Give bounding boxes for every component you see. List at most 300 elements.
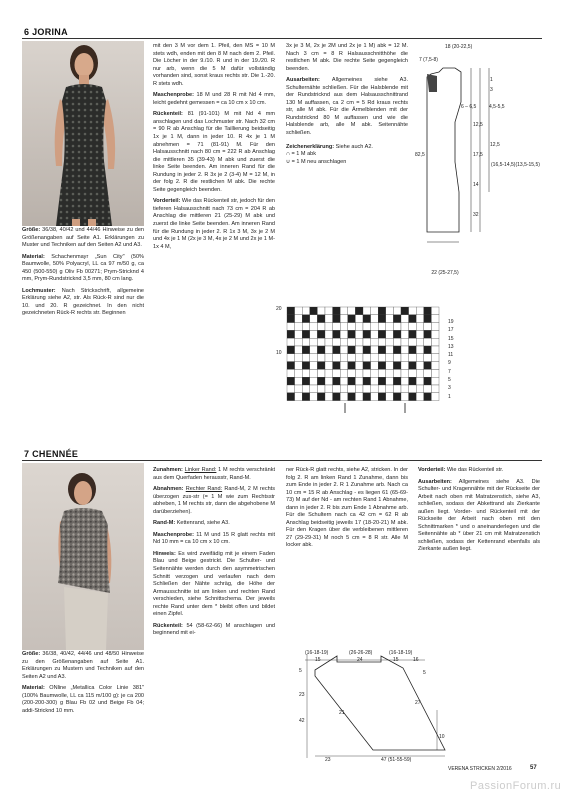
chart-cell xyxy=(416,354,424,362)
row-11: 11 xyxy=(448,352,454,359)
chennee-col1 xyxy=(22,651,144,719)
chart-cell xyxy=(431,323,439,331)
groesse-label: Größe: xyxy=(22,227,41,233)
chart-cell xyxy=(325,385,333,393)
chart-cell xyxy=(371,354,379,362)
chart-cell xyxy=(431,315,439,323)
chart-cell xyxy=(310,362,318,370)
chart-cell xyxy=(348,307,356,315)
chart-cell xyxy=(302,369,310,377)
chart-cell xyxy=(386,369,394,377)
dim-12-5-a: 12,5 xyxy=(473,122,483,128)
chart-cell xyxy=(371,377,379,385)
chart-cell xyxy=(431,307,439,315)
chart-cell xyxy=(302,315,310,323)
section-title-jorina: 6 JORINA xyxy=(24,27,68,37)
chart-cell xyxy=(431,385,439,393)
chart-cell xyxy=(416,346,424,354)
chart-cell xyxy=(325,307,333,315)
row-15: 15 xyxy=(448,335,454,342)
dim-armhole: 6 – 6,5 xyxy=(461,104,477,110)
chart-cell xyxy=(333,307,341,315)
chart-cell xyxy=(393,385,401,393)
dim-shoulder: 7 (7,5-8) xyxy=(419,57,438,63)
chart-cell xyxy=(355,330,363,338)
chart-cell xyxy=(340,377,348,385)
chart-cell xyxy=(386,377,394,385)
chart-cell xyxy=(302,338,310,346)
material-label-7: Material: xyxy=(22,685,45,692)
photo-jorina xyxy=(22,41,144,226)
jorina-col1 xyxy=(22,227,144,322)
dim-bottom-47: 47 (51-55-59) xyxy=(381,757,412,763)
legend-abk: ∩ = 1 M abk xyxy=(286,151,317,158)
chart-cell xyxy=(302,362,310,370)
lochmuster-text: Nach Strickschrift, allgemeine Erklärung siehe A2, str. Als Rück-R sind nur die 10. und 20. R gezeichnet. In den nicht gezeichneten Rück-R rechts str. Beginnen xyxy=(22,287,144,317)
dim-top-size-3: (16-18-19) xyxy=(389,650,413,656)
chart-cell xyxy=(295,354,303,362)
chart-cell xyxy=(401,369,409,377)
chart-cell xyxy=(310,338,318,346)
chart-cell xyxy=(386,346,394,354)
chart-cell xyxy=(371,315,379,323)
chart-cell xyxy=(409,385,417,393)
chart-cell xyxy=(409,362,417,370)
chart-cell xyxy=(386,307,394,315)
chart-cell xyxy=(386,362,394,370)
hinweis-text: Es wird zweifädig mit je einem Faden Blau und Beige gestrickt. Die Schulter- und Seitennähte werden durch den asymmetrischen Schnitt verzogen und verlaufen nach dem Schließen der Nähte schräg, die Höhe der Armausschnitte ist am linken und rechten Rand verschieden, siehe Schnittschema. Der jeweils rechte Rand unter dem * bleibt offen und bildet einen Zipfel. xyxy=(153,550,275,618)
chart-cell xyxy=(340,338,348,346)
chart-cell xyxy=(295,377,303,385)
chart-cell xyxy=(317,377,325,385)
chart-cell xyxy=(333,393,341,401)
chart-cell xyxy=(393,377,401,385)
rueckenteil-text: 81 (91-101) M mit Nd 4 mm anschlagen und das Lochmuster str. Nach 32 cm = 90 R ab Anschlag für die Taillierung beidseitig 1x je 1 M, dann in jeder 10. R 4x je 1 M abnehmen = 71 (81-91) M. Für den Halsausschnitt nach 80 cm = 222 R ab Anschlag die mittleren 35 (39-43) M abk und zuerst die linke Seite beenden. Am inneren Rand für die Rundung in jeder 2. R 3x je 2 (3-4) M = 12 M, in der folg 2. R die restlichen M abk. Die rechte Seite gegengleich beenden. xyxy=(153,111,275,193)
chart-cell xyxy=(302,346,310,354)
chart-cell xyxy=(340,307,348,315)
vorderteil-continued: 3x je 3 M, 2x je 2M und 2x je 1 M) abk = 12 M. Nach 3 cm = 8 R Halsausschnitthöhe die restlichen M abk. Die rechte Seite gegengleich beenden. xyxy=(286,43,408,72)
row-1: 1 xyxy=(448,393,451,400)
chart-cell xyxy=(295,369,303,377)
chart-cell xyxy=(325,346,333,354)
chart-cell xyxy=(333,323,341,331)
chart-cell xyxy=(393,338,401,346)
chart-cell xyxy=(355,369,363,377)
chart-cell xyxy=(333,346,341,354)
chart-cell xyxy=(348,385,356,393)
chart-cell xyxy=(393,307,401,315)
chart-cell xyxy=(340,354,348,362)
chart-cell xyxy=(302,330,310,338)
chart-cell xyxy=(310,346,318,354)
chart-cell xyxy=(317,315,325,323)
chart-cell xyxy=(287,338,295,346)
chart-row-20: 20 xyxy=(276,306,282,312)
chart-cell xyxy=(295,330,303,338)
chart-cell xyxy=(416,315,424,323)
chart-cell xyxy=(371,362,379,370)
chart-cell xyxy=(378,369,386,377)
chart-cell xyxy=(378,307,386,315)
chart-cell xyxy=(401,323,409,331)
chart-cell xyxy=(310,385,318,393)
chart-cell xyxy=(416,338,424,346)
row-13: 13 xyxy=(448,343,454,350)
chart-cell xyxy=(355,346,363,354)
chart-cell xyxy=(393,393,401,401)
rueckenteil-label: Rückenteil: xyxy=(153,111,183,118)
chart-cell xyxy=(393,323,401,331)
chart-cell xyxy=(340,369,348,377)
section-title-chennee: 7 CHENNÉE xyxy=(24,449,79,459)
chart-cell xyxy=(287,307,295,315)
dim-top-15b: 15 xyxy=(393,657,399,663)
chart-cell xyxy=(386,323,394,331)
chart-cell xyxy=(295,307,303,315)
chart-cell xyxy=(333,330,341,338)
chart-cell xyxy=(401,338,409,346)
chennee-col2 xyxy=(153,467,275,642)
ausarbeiten-text: Allgemeines siehe A3. Schulternähte schließen. Für die Halsblende mit der Rundstricknd aus dem Halsausschnittrand 130 M auffassen, ca 2 cm = 5 Rd kraus rechts str, alle M abk. Für die Ärmelblenden mit der Rundstricknd 80 M auffassen und wie die Halsblende arb, alle M abk. Seitennähte schließen. xyxy=(286,77,408,137)
chart-cell xyxy=(317,354,325,362)
chart-cell xyxy=(317,393,325,401)
ausarbeiten-label: Ausarbeiten: xyxy=(286,77,320,84)
chart-cell xyxy=(348,354,356,362)
lochmuster-continued: mit den 3 M vor dem 1. Pfeil, den MS = 10 M stets wdh, enden mit den 8 M nach dem 2. Pfeil. Die Löcher in der 9./10. R und in der 19./20. R nur arb, wenn die 5 M dafür vollständig vorhanden sind, sonst kraus rechts str. Die 1.-20. R stets wdh. xyxy=(153,43,275,87)
chart-cell xyxy=(310,323,318,331)
chart-cell xyxy=(378,393,386,401)
dim-1: 1 xyxy=(490,77,493,83)
chart-cell xyxy=(355,362,363,370)
chart-cell xyxy=(424,393,432,401)
chart-cell xyxy=(378,354,386,362)
footer-page-number: 57 xyxy=(530,765,537,771)
chart-cell xyxy=(401,330,409,338)
chart-cell xyxy=(424,362,432,370)
chart-cell xyxy=(409,307,417,315)
chart-cell xyxy=(386,354,394,362)
vorderteil-text-7: Wie das Rückenteil str. xyxy=(445,467,504,473)
chennee-col3 xyxy=(286,467,408,554)
chart-cell xyxy=(325,338,333,346)
chart-cell xyxy=(340,315,348,323)
dim-bottom-23: 23 xyxy=(325,757,331,763)
knitting-chart xyxy=(285,305,445,415)
chart-cell xyxy=(310,377,318,385)
dim-17-5: 17,5 xyxy=(473,152,483,158)
chart-cell xyxy=(348,369,356,377)
chart-cell xyxy=(431,362,439,370)
dim-top-size-2: (26-26-28) xyxy=(349,650,373,656)
dim-side-27: 27 xyxy=(415,700,421,706)
schematic-jorina xyxy=(415,42,545,282)
chart-cell xyxy=(287,323,295,331)
chart-cell xyxy=(310,354,318,362)
chart-cell xyxy=(287,369,295,377)
chart-cell xyxy=(325,354,333,362)
chart-cell xyxy=(348,315,356,323)
chart-cell xyxy=(363,362,371,370)
dim-top-15a: 15 xyxy=(315,657,321,663)
maschenprobe-text: 18 M und 28 R mit Nd 4 mm, leicht gedehnt gemessen = ca 10 cm x 10 cm. xyxy=(153,92,275,106)
chart-cell xyxy=(409,346,417,354)
section-rule-2 xyxy=(22,460,542,461)
chart-cell xyxy=(348,393,356,401)
abnahmen-text: Rand-M, 2 M rechts überzogen zus-str (= 1 M wie zum Rechtsstr abheben, 1 M rechts str, dann die abgehobene M darüberziehen). xyxy=(153,486,275,515)
chart-cell xyxy=(302,393,310,401)
chart-cell xyxy=(348,377,356,385)
chart-cell xyxy=(424,369,432,377)
chart-cell xyxy=(363,369,371,377)
chart-cell xyxy=(378,362,386,370)
chart-cell xyxy=(295,346,303,354)
vorderteil-label-7: Vorderteil: xyxy=(418,467,446,473)
chart-cell xyxy=(409,354,417,362)
zunahmen-side: Linker Rand: xyxy=(184,467,217,473)
chart-cell xyxy=(378,346,386,354)
chart-cell xyxy=(424,307,432,315)
chart-cell xyxy=(287,354,295,362)
chart-cell xyxy=(386,385,394,393)
row-3: 3 xyxy=(448,385,451,392)
chart-cell xyxy=(416,377,424,385)
chart-cell xyxy=(287,330,295,338)
chart-cell xyxy=(317,323,325,331)
chart-cell xyxy=(333,385,341,393)
footer-magazine: VERENA STRICKEN 2/2016 xyxy=(448,766,512,772)
dim-sizes: (16,5-14,5)(13,5-15,5) xyxy=(491,162,540,168)
row-17: 17 xyxy=(448,327,454,334)
chart-cell xyxy=(295,338,303,346)
chart-cell xyxy=(431,377,439,385)
chart-cell xyxy=(355,323,363,331)
material-label: Material: xyxy=(22,253,45,260)
dim-82-5: 82,5 xyxy=(415,152,425,158)
chart-cell xyxy=(317,338,325,346)
dim-top-24: 24 xyxy=(357,657,363,663)
chart-cell xyxy=(363,338,371,346)
chart-cell xyxy=(401,362,409,370)
dim-side-5b: 5 xyxy=(423,670,426,676)
chart-cell xyxy=(393,346,401,354)
row-5: 5 xyxy=(448,377,451,384)
knitting-chart-grid xyxy=(285,305,445,415)
chart-cell xyxy=(371,393,379,401)
chart-cell xyxy=(355,385,363,393)
chart-cell xyxy=(295,385,303,393)
chart-cell xyxy=(348,362,356,370)
chart-cell xyxy=(401,346,409,354)
chart-cell xyxy=(386,338,394,346)
chart-cell xyxy=(409,393,417,401)
chart-cell xyxy=(310,393,318,401)
chart-cell xyxy=(363,315,371,323)
chart-cell xyxy=(363,385,371,393)
chart-cell xyxy=(416,323,424,331)
chart-cell xyxy=(371,323,379,331)
chart-cell xyxy=(378,323,386,331)
zunahmen-text: 1 M rechts verschränkt aus dem Querfaden herausstr, Rand-M. xyxy=(153,467,276,481)
chart-cell xyxy=(340,393,348,401)
dim-12-5-b: 12,5 xyxy=(490,142,500,148)
jorina-col3 xyxy=(286,43,408,170)
chart-cell xyxy=(340,362,348,370)
chart-cell xyxy=(409,323,417,331)
chart-cell xyxy=(431,338,439,346)
chart-cell xyxy=(416,369,424,377)
chart-cell xyxy=(431,369,439,377)
dim-side-10: 10 xyxy=(439,734,445,740)
dim-side-21: 21 xyxy=(339,710,345,716)
groesse-text-7: 36/38, 40/42, 44/46 und 48/50 Hinweise zu den Größenangaben auf Seite A1. Erklärungen zu Mustern und Techniken auf den Seiten A2 und A3. xyxy=(22,651,144,680)
chart-cell xyxy=(310,307,318,315)
chart-cell xyxy=(371,307,379,315)
chart-cell xyxy=(333,377,341,385)
chart-cell xyxy=(409,338,417,346)
chart-row-10: 10 xyxy=(276,350,282,356)
chart-cell xyxy=(431,354,439,362)
chart-cell xyxy=(287,346,295,354)
chart-cell xyxy=(348,346,356,354)
chart-cell xyxy=(333,315,341,323)
chart-cell xyxy=(424,385,432,393)
chart-cell xyxy=(325,393,333,401)
chart-cell xyxy=(363,393,371,401)
dim-side-5a: 5 xyxy=(299,668,302,674)
chart-cell xyxy=(416,385,424,393)
chart-cell xyxy=(401,377,409,385)
jorina-col2 xyxy=(153,43,275,255)
legend-anschlagen: ∪ = 1 M neu anschlagen xyxy=(286,158,347,165)
dim-side-42: 42 xyxy=(299,718,305,724)
chart-cell xyxy=(371,346,379,354)
material-text: Schachenmayr „Sun City" (50% Baumwolle, 50% Polyacryl, LL ca 97 m/50 g, ca 450 (500-550) g Oliv Fb 00271; Prym-Stricknd 4 mm, Prym-Rundstricknd 3,5 mm, 80 cm lang. xyxy=(22,253,144,283)
chart-cell xyxy=(287,362,295,370)
chart-cell xyxy=(310,330,318,338)
chart-cell xyxy=(393,354,401,362)
row-19: 19 xyxy=(448,319,454,325)
chart-cell xyxy=(386,330,394,338)
watermark: PassionForum.ru xyxy=(470,780,562,792)
ausarbeiten-label-7: Ausarbeiten: xyxy=(418,478,452,485)
chart-cell xyxy=(416,362,424,370)
hinweis-label: Hinweis: xyxy=(153,550,176,557)
chart-cell xyxy=(424,338,432,346)
vorderteil-text: Wie das Rückenteil str, jedoch für den tieferen Halsausschnitt nach 73 cm = 204 R ab Anschlag die mittleren 21 (25-29) M abk und zuerst die linke Seite beenden. Am inneren Rand für die Rundung in jeder 2. R 1x 3 M, 3x je 2 M und 4x je 1 M (2x je 3 M, 4x je 2 M und 2x je 1 M-1x 4 M, xyxy=(153,198,275,250)
chart-cell xyxy=(325,369,333,377)
chart-cell xyxy=(386,393,394,401)
chart-cell xyxy=(355,393,363,401)
chart-cell xyxy=(416,393,424,401)
rueckenteil-label-7: Rückenteil: xyxy=(153,622,183,629)
chart-cell xyxy=(401,307,409,315)
chart-cell xyxy=(378,385,386,393)
vorderteil-label: Vorderteil: xyxy=(153,198,181,205)
chart-cell xyxy=(424,346,432,354)
section-rule xyxy=(22,38,542,39)
chart-cell xyxy=(409,377,417,385)
chart-cell xyxy=(302,377,310,385)
chart-cell xyxy=(340,323,348,331)
chart-cell xyxy=(333,362,341,370)
chart-cell xyxy=(424,354,432,362)
chart-cell xyxy=(371,330,379,338)
material-text-7: ONline „Metallica Color Linie 381" (100% Baumwolle, LL ca 115 m/100 g): je ca 200 (200-200-300) g Blau Fb 02 und Beige Fb 04; addi-Stricknd 10 mm. xyxy=(22,685,144,714)
chart-cell xyxy=(431,393,439,401)
chart-cell xyxy=(310,369,318,377)
groesse-text: 36/38, 40/42 und 44/46 Hinweise zu den Größenangaben auf Seite A1. Erklärungen zu Muster und Techniken auf den Seiten A2 und A3. xyxy=(22,227,144,249)
randm-text: Kettenrand, siehe A3. xyxy=(175,520,230,527)
chart-cell xyxy=(348,330,356,338)
chart-cell xyxy=(416,307,424,315)
chart-cell xyxy=(401,354,409,362)
chart-cell xyxy=(295,393,303,401)
chart-cell xyxy=(317,346,325,354)
chart-cell xyxy=(363,323,371,331)
chart-cell xyxy=(355,338,363,346)
zunahmen-label: Zunahmen: xyxy=(153,467,183,473)
chart-cell xyxy=(355,315,363,323)
chart-cell xyxy=(363,330,371,338)
zeichen-text: Siehe auch A2. xyxy=(334,143,373,150)
chart-cell xyxy=(340,346,348,354)
rueckenteil-continued-7: ner Rück-R glatt rechts, siehe A2, stricken. In der folg 2. R am linken Rand 1 Zunahme, dann bis zum Ende in jeder 2. R 1 Zunahme arb. Nach ca 10 cm = 15 R ab Anschlag - es liegen 61 (65-69-73) M auf der Nd - am rechten Rand 1 Abnahme, dann in jeder 2. R bis zum Ende 1 Abnahme arb. Für die Schultern nach ca 42 cm = 62 R ab Anschlag beidseitig jeweils 17 (18-20-21) M abk. Für den Kragen über die verbleibenen mittleren 27 (29-29-31) M noch 5 cm = 8 R str. Alle M locker abk. xyxy=(286,467,408,549)
photo-chennee-image xyxy=(22,463,144,650)
photo-chennee xyxy=(22,463,144,650)
chart-cell xyxy=(355,354,363,362)
chart-cell xyxy=(424,323,432,331)
chart-cell xyxy=(295,315,303,323)
chart-cell xyxy=(378,377,386,385)
chart-cell xyxy=(371,369,379,377)
chart-cell xyxy=(363,377,371,385)
chart-cell xyxy=(393,315,401,323)
rueckenteil-text-7: 54 (58-62-66) M anschlagen und beginnend mit ei- xyxy=(153,622,275,637)
row-9: 9 xyxy=(448,360,451,367)
chart-cell xyxy=(302,354,310,362)
maschenprobe-label-7: Maschenprobe: xyxy=(153,531,194,538)
chart-cell xyxy=(287,393,295,401)
abnahmen-side: Rechter Rand: xyxy=(185,486,223,493)
dim-14: 14 xyxy=(473,182,479,188)
chart-cell xyxy=(317,369,325,377)
maschenprobe-text-7: 11 M und 15 R glatt rechts mit Nd 10 mm = ca 10 cm x 10 cm. xyxy=(153,531,275,546)
chart-cell xyxy=(302,323,310,331)
chart-cell xyxy=(287,377,295,385)
chart-cell xyxy=(333,338,341,346)
dim-width: 22 (25-27,5) xyxy=(431,270,459,276)
maschenprobe-label: Maschenprobe: xyxy=(153,92,194,99)
chart-cell xyxy=(325,362,333,370)
chart-cell xyxy=(348,338,356,346)
chart-cell xyxy=(431,346,439,354)
chart-cell xyxy=(287,385,295,393)
chart-cell xyxy=(409,315,417,323)
chart-cell xyxy=(340,330,348,338)
chart-cell xyxy=(317,362,325,370)
chart-cell xyxy=(355,307,363,315)
chart-cell xyxy=(386,315,394,323)
chart-cell xyxy=(302,385,310,393)
chart-cell xyxy=(371,338,379,346)
chart-cell xyxy=(355,377,363,385)
chart-cell xyxy=(378,338,386,346)
chart-cell xyxy=(295,362,303,370)
chart-cell xyxy=(333,354,341,362)
chart-cell xyxy=(424,377,432,385)
chart-cell xyxy=(378,315,386,323)
lochmuster-label: Lochmuster: xyxy=(22,287,56,294)
